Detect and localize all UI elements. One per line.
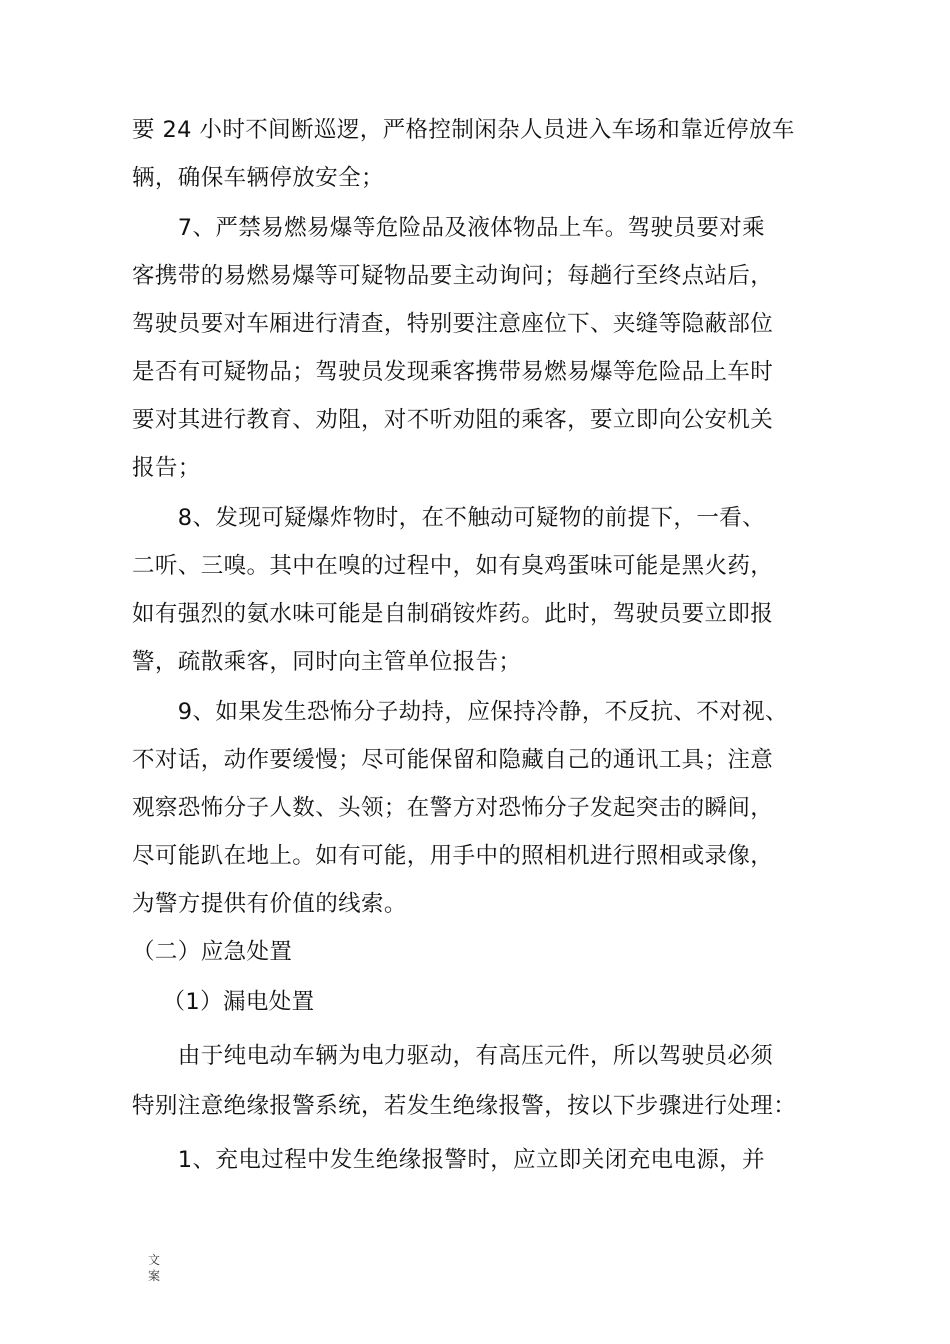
text-line: 9、如果发生恐怖分子劫持，应保持冷静，不反抗、不对视、 bbox=[132, 699, 788, 725]
section-heading: （二）应急处置 bbox=[132, 939, 293, 965]
text-line: 要对其进行教育、劝阻，对不听劝阻的乘客，要立即向公安机关 bbox=[132, 407, 774, 433]
text-line: 观察恐怖分子人数、头领；在警方对恐怖分子发起突击的瞬间， bbox=[132, 795, 774, 821]
text-line: 1、充电过程中发生绝缘报警时，应立即关闭充电电源，并 bbox=[132, 1147, 766, 1173]
text-line: 特别注意绝缘报警系统，若发生绝缘报警，按以下步骤进行处理： bbox=[132, 1093, 797, 1119]
text-line: 尽可能趴在地上。如有可能，用手中的照相机进行照相或录像， bbox=[132, 843, 774, 869]
text-line: 由于纯电动车辆为电力驱动，有高压元件，所以驾驶员必须 bbox=[132, 1043, 774, 1069]
text-line: 要 24 小时不间断巡逻，严格控制闲杂人员进入车场和靠近停放车 bbox=[132, 117, 795, 143]
text-line: 不对话，动作要缓慢；尽可能保留和隐藏自己的通讯工具；注意 bbox=[132, 747, 774, 773]
text-line: 二听、三嗅。其中在嗅的过程中，如有臭鸡蛋味可能是黑火药， bbox=[132, 553, 774, 579]
text-line: 报告； bbox=[132, 455, 201, 481]
text-line: 7、严禁易燃易爆等危险品及液体物品上车。驾驶员要对乘 bbox=[132, 215, 766, 241]
text-line: 是否有可疑物品；驾驶员发现乘客携带易燃易爆等危险品上车时 bbox=[132, 359, 774, 385]
text-line: 辆，确保车辆停放安全； bbox=[132, 165, 384, 191]
text-line: 8、发现可疑爆炸物时，在不触动可疑物的前提下，一看、 bbox=[132, 505, 766, 531]
text-line: 客携带的易燃易爆等可疑物品要主动询问；每趟行至终点站后， bbox=[132, 263, 774, 289]
text-line: 如有强烈的氨水味可能是自制硝铵炸药。此时，驾驶员要立即报 bbox=[132, 601, 774, 627]
subsection-heading: （1）漏电处置 bbox=[132, 989, 315, 1015]
text-line: 警，疏散乘客，同时向主管单位报告； bbox=[132, 649, 522, 675]
text-line: 驾驶员要对车厢进行清查，特别要注意座位下、夹缝等隐蔽部位 bbox=[132, 311, 774, 337]
footer-label: 文案 bbox=[148, 1253, 161, 1283]
text-line: 为警方提供有价值的线索。 bbox=[132, 891, 407, 917]
